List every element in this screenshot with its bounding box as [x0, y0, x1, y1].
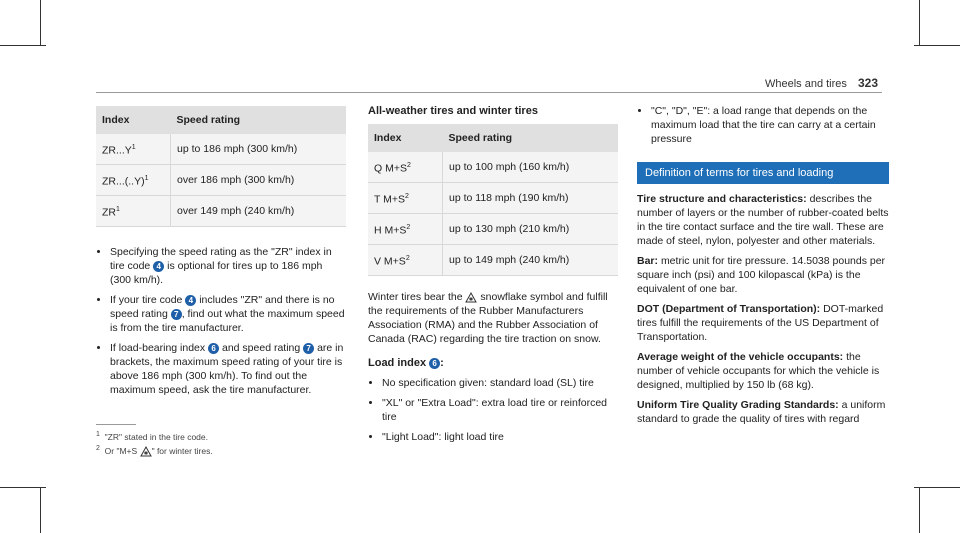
- list-item: [110, 245, 346, 287]
- footnote-text: " for winter tires.: [151, 445, 213, 456]
- speed-cell: over 186 mph (300 km/h): [171, 165, 347, 196]
- table-header: Speed rating: [443, 124, 619, 152]
- definition-text: the number of vehicle occupants for which the vehicle is designed, multiplied by 150 lb (68 kg).: [637, 351, 880, 391]
- load-index-heading: Load index 6 :: [368, 357, 444, 369]
- load-index-list: [368, 376, 618, 444]
- table-row: [96, 165, 346, 196]
- header-rule: [96, 92, 882, 93]
- text: is optional for tires up to 186 mph (300 km/h).: [110, 260, 323, 286]
- footnote-text: "ZR" stated in the tire code.: [104, 431, 209, 442]
- table-header: Speed rating: [171, 106, 347, 134]
- text: and speed rating: [222, 342, 301, 354]
- footnotes: [96, 429, 213, 457]
- column-left: [96, 106, 346, 403]
- index-cell: V M+S: [374, 255, 406, 268]
- definition: [637, 302, 889, 344]
- footnote: [96, 443, 213, 458]
- speed-cell: up to 100 mph (160 km/h): [443, 152, 619, 183]
- definition: [637, 254, 889, 296]
- page-number: 323: [857, 76, 878, 90]
- table-row: [368, 214, 618, 245]
- footnote-rule: [96, 424, 136, 425]
- text: , find out what the maximum speed is from the tire manufacturer.: [110, 308, 345, 334]
- speed-cell: up to 186 mph (300 km/h): [171, 134, 347, 165]
- callout-badge: 7: [171, 309, 182, 320]
- index-cell: T M+S: [374, 193, 406, 206]
- term: Average weight of the vehicle occupants:: [637, 351, 844, 363]
- text: snowflake symbol and fulfill the requirements of the Rubber Manufacturers Association (RMA) and the Rubber Association of Canada (RAC) regarding the tire traction on snow.: [368, 291, 608, 345]
- index-cell: ZR...Y: [102, 144, 132, 157]
- speed-cell: up to 149 mph (240 km/h): [443, 245, 619, 276]
- crop-mark: [0, 45, 46, 46]
- load-range-list: [637, 104, 889, 146]
- definition-text: a uniform standard to grade the quality of tires with regard: [637, 399, 886, 425]
- definitions-heading-bar: Definition of terms for tires and loading: [637, 162, 889, 184]
- index-cell: H M+S: [374, 224, 407, 237]
- section-heading: All-weather tires and winter tires: [368, 105, 538, 117]
- speed-rating-table: [96, 106, 346, 227]
- page-header: [765, 76, 878, 90]
- callout-badge: 6: [208, 343, 219, 354]
- callout-badge: 4: [153, 261, 164, 272]
- list-item: [110, 341, 346, 397]
- list-item: • "C", "D", "E": a load range that depends on the maximum load that the tire can carry at a certain pressure: [651, 104, 889, 146]
- crop-mark: [919, 487, 920, 533]
- speed-cell: up to 130 mph (210 km/h): [443, 214, 619, 245]
- term: Uniform Tire Quality Grading Standards:: [637, 399, 839, 411]
- definition: [637, 398, 889, 426]
- snowflake-mountain-icon: [465, 291, 477, 303]
- table-row: [96, 134, 346, 165]
- list-item: • "XL" or "Extra Load": extra load tire or reinforced tire: [382, 396, 618, 424]
- list-item: • "Light Load": light load tire: [382, 430, 618, 444]
- table-row: [368, 183, 618, 214]
- crop-mark: [0, 487, 46, 488]
- table-row: [96, 196, 346, 227]
- footnote-text: Or "M+S: [104, 445, 138, 456]
- text: If your tire code: [110, 294, 183, 306]
- index-cell: ZR...(..Y): [102, 175, 145, 188]
- text: Winter tires bear the: [368, 291, 463, 303]
- footnote-number: 2: [96, 444, 100, 452]
- footnote-ref: 1: [116, 205, 120, 213]
- notes-list: [96, 245, 346, 397]
- text: includes "ZR" and there is no speed rating: [110, 294, 335, 320]
- callout-badge: 4: [185, 295, 196, 306]
- column-right: [637, 104, 889, 432]
- callout-badge: 7: [303, 343, 314, 354]
- speed-cell: up to 118 mph (190 km/h): [443, 183, 619, 214]
- table-row: [368, 245, 618, 276]
- text: If load-bearing index: [110, 342, 206, 354]
- section-title: Wheels and tires: [764, 78, 847, 90]
- list-item: [110, 293, 346, 335]
- definition: [637, 192, 889, 248]
- snowflake-mountain-icon: [140, 445, 152, 457]
- crop-mark: [914, 487, 960, 488]
- crop-mark: [40, 487, 41, 533]
- text: Load index: [368, 357, 427, 369]
- winter-speed-table: [368, 124, 618, 276]
- callout-badge: 6: [429, 358, 440, 369]
- footnote-ref: 2: [406, 223, 411, 231]
- index-cell: ZR: [102, 206, 116, 219]
- list-item: • No specification given: standard load (SL) tire: [382, 376, 618, 390]
- table-header: Index: [96, 106, 171, 134]
- definition-text: metric unit for tire pressure. 14.5038 pounds per square inch (psi) and 100 kilopascal (kPa) is the equivalent of one bar.: [637, 255, 886, 295]
- crop-mark: [914, 45, 960, 46]
- term: Bar:: [637, 255, 659, 267]
- footnote-ref: 2: [405, 254, 410, 262]
- footnote-ref: 2: [405, 192, 409, 200]
- footnote-ref: 1: [144, 174, 149, 182]
- text: Specifying the speed rating as the "ZR" index in tire code: [110, 246, 332, 272]
- term: Tire structure and characteristics:: [637, 193, 807, 205]
- definition-text: DOT-marked tires fulfill the requirements of the US Department of Transportation.: [637, 303, 884, 343]
- definition-text: describes the number of layers or the number of rubber-coated belts in the tire contact surface and the tire wall. These are made of steel, nylon, polyester and other materials.: [637, 193, 889, 247]
- table-header: Index: [368, 124, 443, 152]
- crop-mark: [40, 0, 41, 46]
- text: are in brackets, the maximum speed rating of your tire is above 186 mph (300 km/h). To find out the maximum speed, ask the tire manufacturer.: [110, 342, 344, 396]
- footnote-ref: 1: [131, 143, 136, 151]
- index-cell: Q M+S: [374, 162, 407, 175]
- crop-mark: [919, 0, 920, 46]
- winter-paragraph: [368, 290, 618, 346]
- definition: [637, 350, 889, 392]
- column-middle: [368, 104, 618, 450]
- term: DOT (Department of Transportation):: [637, 303, 821, 315]
- footnote-number: 1: [96, 431, 100, 438]
- footnote-ref: 2: [406, 161, 411, 169]
- table-row: [368, 152, 618, 183]
- footnote: [96, 429, 213, 443]
- speed-cell: over 149 mph (240 km/h): [171, 196, 347, 227]
